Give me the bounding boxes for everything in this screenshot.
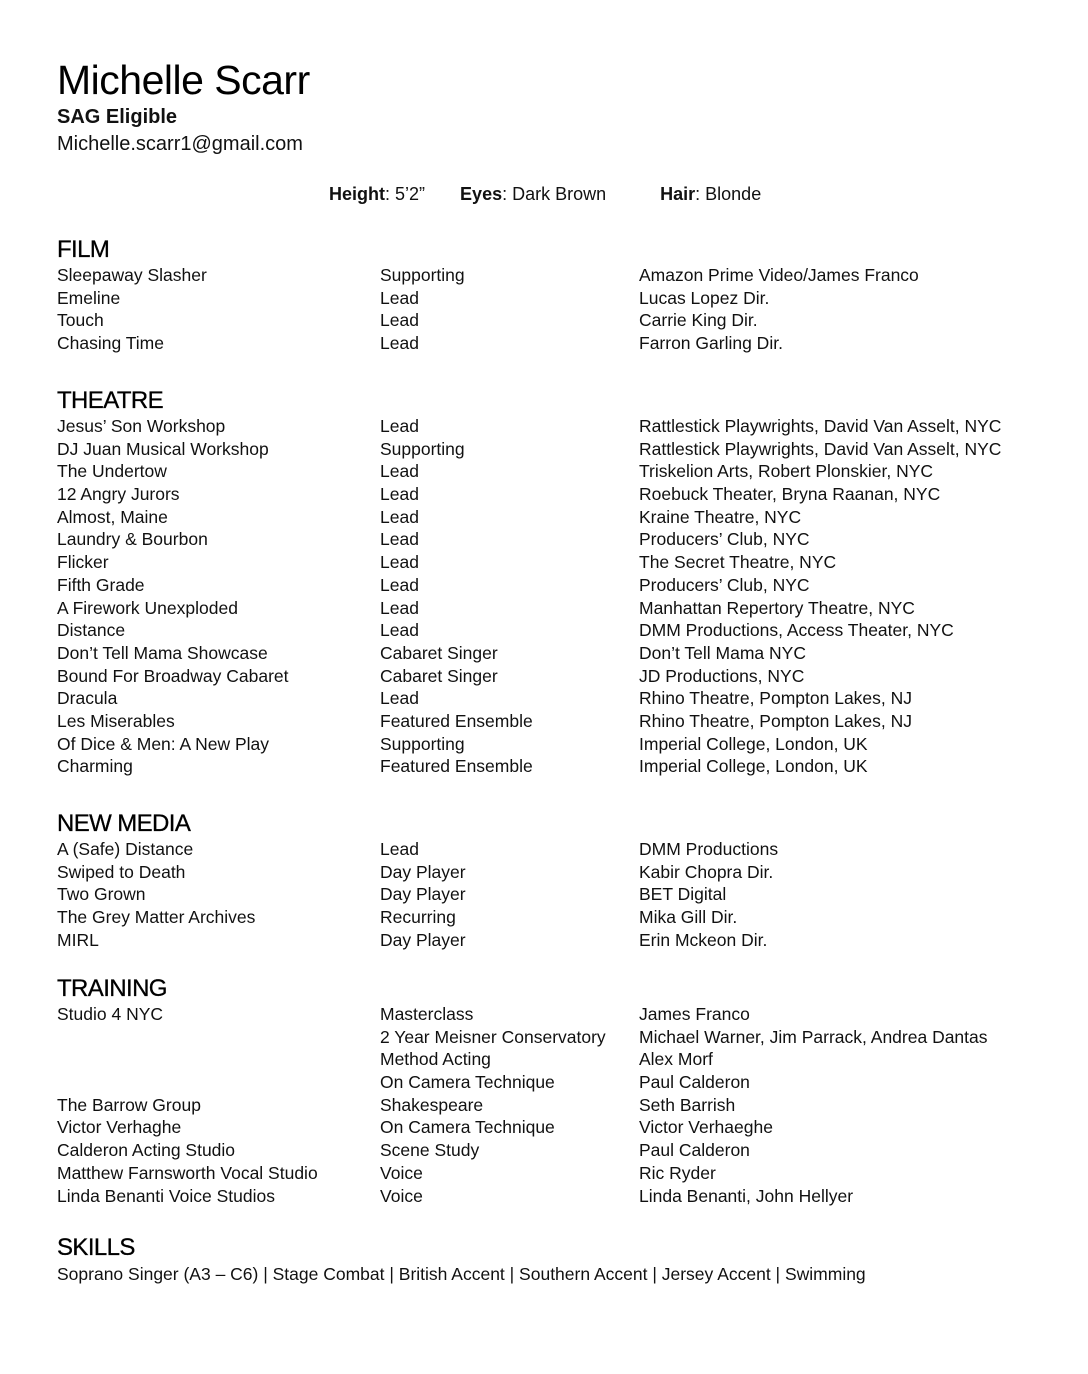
credit-company: Producers’ Club, NYC bbox=[639, 574, 810, 595]
physical-stats bbox=[329, 182, 761, 206]
credit-row bbox=[57, 551, 1037, 574]
section-title-skills: SKILLS bbox=[57, 1234, 135, 1261]
credit-row bbox=[57, 1116, 1037, 1139]
credit-row bbox=[57, 1003, 1037, 1026]
section-title-film: FILM bbox=[57, 236, 110, 263]
credit-company: Imperial College, London, UK bbox=[639, 733, 868, 754]
credit-row bbox=[57, 665, 1037, 688]
credit-project: MIRL bbox=[57, 929, 99, 950]
credit-project: The Undertow bbox=[57, 461, 167, 482]
credit-project: Les Miserables bbox=[57, 710, 175, 731]
credit-company: Seth Barrish bbox=[639, 1094, 736, 1115]
credit-role: Lead bbox=[380, 529, 419, 550]
credit-company: Mika Gill Dir. bbox=[639, 907, 738, 928]
credit-row bbox=[57, 438, 1037, 461]
email-address: Michelle.scarr1@gmail.com bbox=[57, 133, 303, 155]
credit-company: Amazon Prime Video/James Franco bbox=[639, 265, 919, 285]
credit-project: Fifth Grade bbox=[57, 574, 145, 595]
credit-company: Rattlestick Playwrights, David Van Asselt, NYC bbox=[639, 416, 1002, 436]
credit-project: Jesus’ Son Workshop bbox=[57, 416, 226, 436]
credit-company: Alex Morf bbox=[639, 1049, 713, 1070]
credit-role: Lead bbox=[380, 506, 419, 527]
credit-role: Voice bbox=[380, 1162, 423, 1183]
credit-company: Paul Calderon bbox=[639, 1140, 750, 1161]
credit-company: DMM Productions, Access Theater, NYC bbox=[639, 620, 954, 641]
credit-row bbox=[57, 332, 1037, 355]
credit-role: Lead bbox=[380, 333, 419, 354]
credit-project: Of Dice & Men: A New Play bbox=[57, 733, 270, 754]
new-media-section bbox=[57, 810, 1037, 951]
credit-company: Ric Ryder bbox=[639, 1162, 716, 1183]
credit-project: The Barrow Group bbox=[57, 1094, 201, 1115]
credit-row bbox=[57, 1185, 1037, 1208]
credit-company: Roebuck Theater, Bryna Raanan, NYC bbox=[639, 484, 941, 505]
credit-row bbox=[57, 861, 1037, 884]
credit-project: Touch bbox=[57, 310, 104, 331]
credit-role: Lead bbox=[380, 688, 419, 709]
hair-label: Hair bbox=[660, 184, 696, 204]
credit-company: James Franco bbox=[639, 1004, 750, 1024]
credit-project: Linda Benanti Voice Studios bbox=[57, 1185, 275, 1206]
credit-row bbox=[57, 1071, 1037, 1094]
credit-role: On Camera Technique bbox=[380, 1117, 555, 1138]
stat-eyes bbox=[460, 182, 606, 206]
training-section bbox=[57, 975, 1037, 1207]
credit-role: Lead bbox=[380, 287, 419, 308]
credit-role: Lead bbox=[380, 461, 419, 482]
credit-role: Lead bbox=[380, 839, 419, 859]
credit-role: Lead bbox=[380, 416, 419, 436]
credit-row bbox=[57, 574, 1037, 597]
height-label: Height bbox=[329, 184, 385, 204]
credit-project: Calderon Acting Studio bbox=[57, 1140, 236, 1161]
actor-name: Michelle Scarr bbox=[57, 57, 310, 103]
credit-project: Laundry & Bourbon bbox=[57, 529, 208, 550]
credit-row bbox=[57, 287, 1037, 310]
section-title-new-media: NEW MEDIA bbox=[57, 810, 191, 837]
credit-project: Distance bbox=[57, 620, 126, 641]
credit-row bbox=[57, 755, 1037, 778]
credit-role: Lead bbox=[380, 597, 419, 618]
credit-role: Masterclass bbox=[380, 1004, 474, 1024]
credit-company: Rattlestick Playwrights, David Van Asselt, NYC bbox=[639, 438, 1002, 459]
credit-company: Carrie King Dir. bbox=[639, 310, 758, 331]
credit-role: Lead bbox=[380, 552, 419, 573]
credit-project: Flicker bbox=[57, 552, 109, 573]
credit-project: Dracula bbox=[57, 688, 118, 709]
credit-company: Farron Garling Dir. bbox=[639, 333, 783, 354]
credit-role: Day Player bbox=[380, 884, 466, 905]
credit-company: Kraine Theatre, NYC bbox=[639, 506, 802, 527]
credit-project: Victor Verhaghe bbox=[57, 1117, 182, 1138]
hair-value: : Blonde bbox=[695, 184, 762, 204]
union-status: SAG Eligible bbox=[57, 106, 178, 128]
skills-list: Soprano Singer (A3 – C6) | Stage Combat | British Accent | Southern Accent | Jersey Accent | Swimming bbox=[57, 1264, 866, 1284]
credit-project: Sleepaway Slasher bbox=[57, 265, 207, 285]
stat-hair bbox=[660, 182, 761, 206]
credit-role: 2 Year Meisner Conservatory bbox=[380, 1026, 606, 1047]
credit-role: Method Acting bbox=[380, 1049, 491, 1070]
credit-company: Paul Calderon bbox=[639, 1072, 750, 1093]
credit-row bbox=[57, 597, 1037, 620]
credit-row bbox=[57, 1139, 1037, 1162]
credit-role: Day Player bbox=[380, 861, 466, 882]
credit-project: The Grey Matter Archives bbox=[57, 907, 256, 928]
credit-row bbox=[57, 838, 1037, 861]
credit-role: Lead bbox=[380, 620, 419, 641]
credit-row bbox=[57, 733, 1037, 756]
credit-project: A Firework Unexploded bbox=[57, 597, 238, 618]
credit-role: Cabaret Singer bbox=[380, 665, 498, 686]
height-value: : 5’2” bbox=[385, 184, 426, 204]
credit-role: Cabaret Singer bbox=[380, 642, 498, 663]
credit-project: Chasing Time bbox=[57, 333, 164, 354]
credit-company: Linda Benanti, John Hellyer bbox=[639, 1185, 854, 1206]
credit-company: Victor Verhaeghe bbox=[639, 1117, 773, 1138]
credit-project: Bound For Broadway Cabaret bbox=[57, 665, 289, 686]
resume-page bbox=[57, 56, 1037, 1284]
credit-project: Almost, Maine bbox=[57, 506, 168, 527]
credit-role: Day Player bbox=[380, 929, 466, 950]
credit-company: Producers’ Club, NYC bbox=[639, 529, 810, 550]
skills-section bbox=[57, 1234, 1037, 1286]
credit-role: Voice bbox=[380, 1185, 423, 1206]
new-media-credits bbox=[57, 838, 1037, 951]
credit-role: Scene Study bbox=[380, 1140, 480, 1161]
credit-row bbox=[57, 483, 1037, 506]
credit-project: Two Grown bbox=[57, 884, 146, 905]
credit-row bbox=[57, 1048, 1037, 1071]
training-credits bbox=[57, 1003, 1037, 1207]
credit-company: Lucas Lopez Dir. bbox=[639, 287, 770, 308]
credit-company: Imperial College, London, UK bbox=[639, 756, 868, 777]
credit-row bbox=[57, 506, 1037, 529]
credit-company: Manhattan Repertory Theatre, NYC bbox=[639, 597, 915, 618]
credit-project: 12 Angry Jurors bbox=[57, 484, 180, 505]
credit-project: Swiped to Death bbox=[57, 861, 186, 882]
credit-row bbox=[57, 1026, 1037, 1049]
section-title-training: TRAINING bbox=[57, 975, 167, 1002]
credit-company: Rhino Theatre, Pompton Lakes, NJ bbox=[639, 710, 913, 731]
credit-row bbox=[57, 528, 1037, 551]
film-section bbox=[57, 236, 1037, 355]
credit-role: On Camera Technique bbox=[380, 1072, 555, 1093]
credit-row bbox=[57, 1162, 1037, 1185]
credit-company: Michael Warner, Jim Parrack, Andrea Dantas bbox=[639, 1026, 988, 1047]
section-title-theatre: THEATRE bbox=[57, 387, 164, 414]
stat-height bbox=[329, 182, 425, 206]
theatre-credits bbox=[57, 415, 1037, 778]
credit-project: Emeline bbox=[57, 287, 121, 308]
eyes-label: Eyes bbox=[460, 184, 503, 204]
credit-role: Supporting bbox=[380, 438, 465, 459]
credit-row bbox=[57, 415, 1037, 438]
credit-role: Lead bbox=[380, 484, 419, 505]
credit-company: Kabir Chopra Dir. bbox=[639, 861, 774, 882]
credit-company: DMM Productions bbox=[639, 839, 779, 859]
credit-row bbox=[57, 1094, 1037, 1117]
credit-company: Rhino Theatre, Pompton Lakes, NJ bbox=[639, 688, 913, 709]
credit-company: The Secret Theatre, NYC bbox=[639, 552, 837, 573]
credit-project: DJ Juan Musical Workshop bbox=[57, 438, 269, 459]
credit-company: Erin Mckeon Dir. bbox=[639, 929, 768, 950]
credit-row bbox=[57, 264, 1037, 287]
credit-row bbox=[57, 460, 1037, 483]
credit-row bbox=[57, 929, 1037, 952]
credit-role: Featured Ensemble bbox=[380, 756, 533, 777]
credit-project: Don’t Tell Mama Showcase bbox=[57, 642, 268, 663]
credit-company: Don’t Tell Mama NYC bbox=[639, 642, 806, 663]
credit-company: BET Digital bbox=[639, 884, 727, 905]
theatre-section bbox=[57, 387, 1037, 778]
credit-role: Featured Ensemble bbox=[380, 710, 533, 731]
credit-row bbox=[57, 687, 1037, 710]
credit-project: A (Safe) Distance bbox=[57, 839, 194, 859]
credit-project: Charming bbox=[57, 756, 133, 777]
credit-role: Supporting bbox=[380, 265, 465, 285]
credit-project: Matthew Farnsworth Vocal Studio bbox=[57, 1162, 318, 1183]
credit-row bbox=[57, 309, 1037, 332]
credit-role: Recurring bbox=[380, 907, 456, 928]
credit-role: Lead bbox=[380, 574, 419, 595]
credit-row bbox=[57, 619, 1037, 642]
credit-project: Studio 4 NYC bbox=[57, 1004, 164, 1024]
credit-company: JD Productions, NYC bbox=[639, 665, 805, 686]
credit-role: Supporting bbox=[380, 733, 465, 754]
credit-row bbox=[57, 906, 1037, 929]
film-credits bbox=[57, 264, 1037, 355]
credit-role: Lead bbox=[380, 310, 419, 331]
eyes-value: : Dark Brown bbox=[502, 184, 607, 204]
credit-company: Triskelion Arts, Robert Plonskier, NYC bbox=[639, 461, 934, 482]
credit-row bbox=[57, 710, 1037, 733]
credit-role: Shakespeare bbox=[380, 1094, 484, 1115]
credit-row bbox=[57, 642, 1037, 665]
credit-row bbox=[57, 883, 1037, 906]
